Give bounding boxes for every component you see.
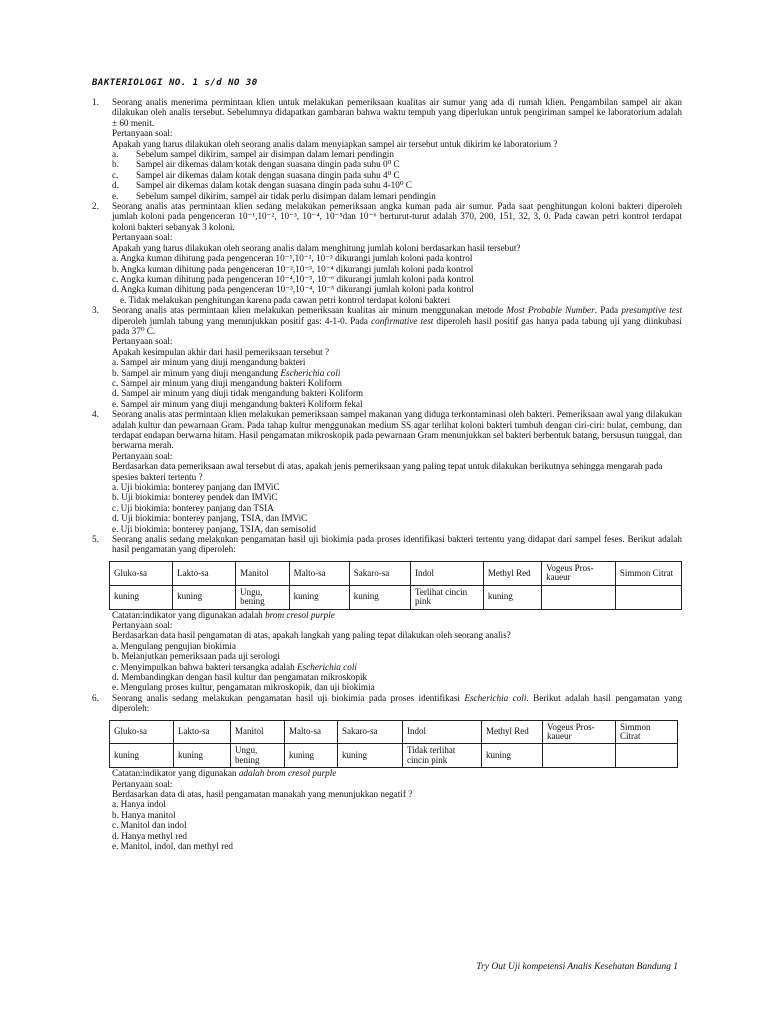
option-e: e. Mengulang proses kultur, pengamatan mikroskopik, dan uji biokimia xyxy=(112,682,375,693)
table-cell: Tidak terlihat cincin pink xyxy=(403,744,482,768)
question-intro: Seorang analis menerima permintaan klien untuk melakukan pemeriksaan kualitas air sumur yang ada di rumah klien. Pengambilan sampel air akan dilakukan oleh analis tersebut. Sebelumnya didapatkan gambaran bahwa waktu tempuh yang diperlukan untuk pengiriman sampel ke laboratorium adalah ± 60 menit. xyxy=(112,97,682,128)
option-a: a. Sebelum sampel dikirim, sampel air disimpan dalam lemari pendingin xyxy=(112,149,394,160)
table-header: Malto-sa xyxy=(285,720,338,744)
table-cell: kuning xyxy=(289,585,349,609)
question-text: Apakah kesimpulan akhir dari hasil pemeriksaan tersebut ? xyxy=(112,346,330,357)
option-e: e. Tidak melakukan penghitungan karena pada cawan petri kontrol terdapat koloni bakteri xyxy=(120,294,451,305)
option-e: e. Manitol, indol, dan methyl red xyxy=(112,841,233,852)
question-intro: Seorang analis sedang melakukan pengamatan hasil uji biokimia pada proses identifikasi Escherichia coli. Berikut adalah hasil pengamatan yang diperoleh: xyxy=(112,692,682,714)
table-cell xyxy=(543,744,616,768)
table-header: Sakaro-sa xyxy=(338,720,403,744)
table-header: Vogeus Pros-kaueur xyxy=(542,561,616,585)
table-cell: Ungu, bening xyxy=(236,585,289,609)
table-cell: kuning xyxy=(482,744,543,768)
table-header: Simmon Citrat xyxy=(615,561,681,585)
document-body xyxy=(92,97,682,851)
table-cell: kuning xyxy=(349,585,410,609)
option-b: b. Hanya manitol xyxy=(112,809,176,820)
table-header: Indol xyxy=(403,720,482,744)
option-b: b. Uji biokimia: bonterey pendek dan IMViC xyxy=(112,492,278,503)
question-5 xyxy=(92,534,682,693)
question-number: 2. xyxy=(92,201,99,212)
option-a: a. Mengulang pengujian biokimia xyxy=(112,640,237,651)
table-header: Methyl Red xyxy=(483,561,541,585)
table-header: Vogeus Pros-kaueur xyxy=(543,720,616,744)
option-c: c. Menyimpulkan bahwa bakteri tersangka adalah Escherichia coli xyxy=(112,661,357,672)
option-b: b. Angka kuman dihitung pada pengenceran 10⁻²,10⁻³, 10⁻⁴ dikurangi jumlah koloni pada kontrol xyxy=(112,263,474,274)
option-a: a. Angka kuman dihitung pada pengenceran 10⁻¹,10⁻², 10⁻³ dikurangi jumlah koloni pada kontrol xyxy=(112,253,473,264)
result-table xyxy=(109,720,678,769)
table-header: Malto-sa xyxy=(289,561,349,585)
option-e: e. Sampel air minum yang diuji mengandung bakteri Koliform fekal xyxy=(112,398,363,409)
table-cell: kuning xyxy=(110,585,173,609)
table-note: Catatan:indikator yang digunakan adalah brom cresol purple xyxy=(112,768,337,779)
table-cell: kuning xyxy=(338,744,403,768)
table-header: Manitol xyxy=(236,561,289,585)
question-intro: Seorang analis sedang melakukan pengamatan hasil uji biokimia pada proses identifikasi bakteri tertentu yang didapat dari sampel feses. Berikut adalah hasil pengamatan yang diperoleh: xyxy=(112,534,682,555)
table-cell xyxy=(616,744,678,768)
question-text: Apakah yang harus dilakukan oleh seorang analis dalam menyiapkan sampel air tersebut untuk dikirim ke laboratorium ? xyxy=(112,138,558,149)
table-header: Lakto-sa xyxy=(174,720,231,744)
table-header: Simmon Citrat xyxy=(616,720,678,744)
question-2 xyxy=(92,201,682,305)
question-3 xyxy=(92,305,682,409)
table-header: Lakto-sa xyxy=(173,561,236,585)
option-b: b. Sampel air minum yang diuji mengandung Escherichia coli xyxy=(112,367,341,378)
option-c: c. Uji biokimia: bonterey panjang dan TSIA xyxy=(112,502,274,513)
table-cell: Ungu, bening xyxy=(231,744,285,768)
option-a: a. Sampel air minum yang diuji mengandung bakteri xyxy=(112,357,306,368)
table-cell: kuning xyxy=(174,744,231,768)
page-footer: Try Out Uji kompetensi Analis Kesehatan Bandung 1 xyxy=(476,962,678,972)
option-e: e. Uji biokimia: bonterey panjang, TSIA, dan semisolid xyxy=(112,523,316,534)
question-number: 1. xyxy=(92,97,99,107)
question-4 xyxy=(92,409,682,534)
table-cell: Terlihat cincin pink xyxy=(411,585,484,609)
table-cell: kuning xyxy=(173,585,236,609)
question-text: Berdasarkan data di atas, hasil pengamatan manakah yang menunjukkan negatif ? xyxy=(112,789,413,799)
option-e: e. Sebelum sampel dikirim, sampel air tidak perlu disimpan dalam lemari pendingin xyxy=(112,190,436,201)
option-a: a. Uji biokimia: bonterey panjang dan IMViC xyxy=(112,482,280,493)
option-c: c. Sampel air minum yang diuji mengandung bakteri Koliform xyxy=(112,377,342,388)
question-label: Pertanyaan soal: xyxy=(112,232,173,243)
question-number: 3. xyxy=(92,305,99,316)
option-d: d. Sampel air minum yang diuji tidak mengandung bakteri Koliform xyxy=(112,388,364,399)
question-label: Pertanyaan soal: xyxy=(112,336,173,347)
table-note: Catatan:indikator yang digunakan adalah brom cresol purple xyxy=(112,609,335,620)
question-label: Pertanyaan soal: xyxy=(112,778,173,789)
option-c: c. Sampel air dikemas dalam kotak dengan suasana dingin pada suhu 4⁰ C xyxy=(112,169,400,180)
document-title: BAKTERIOLOGI NO. 1 s/d NO 30 xyxy=(92,78,258,88)
question-number: 6. xyxy=(92,692,99,703)
option-b: b. Sampel air dikemas dalam kotak dengan suasana dingin pada suhu 0⁰ C xyxy=(112,159,400,170)
table-header: Gluko-sa xyxy=(110,561,173,585)
question-intro: Seorang analis atas permintaan klien melakukan pemeriksaan kualitas air minum menggunakan metode Most Probable Number. Pada presumptive test diperoleh jumlah tabung yang menunjukkan positif gas: 4-1-0. Pada confirmative test diperoleh hasil positif gas hanya pada tabung uji yang diinkubasi pada 37⁰ C. xyxy=(112,305,682,336)
question-6 xyxy=(92,693,682,852)
question-text: Berdasarkan data hasil pengamatan di atas, apakah langkah yang paling tepat dilakukan oleh seorang analis? xyxy=(112,630,511,641)
option-c: c. Angka kuman dihitung pada pengenceran 10⁻⁴,10⁻⁵, 10⁻⁶ dikurangi jumlah koloni pada kontrol xyxy=(112,273,474,284)
question-text: Berdasarkan data pemeriksaan awal tersebut di atas, apakah jenis pemeriksaan yang paling tepat untuk dilakukan berikutnya sehingga mengarah pada spesies bakteri tertentu ? xyxy=(112,461,663,482)
table-header: Indol xyxy=(411,561,484,585)
question-intro: Seorang analis atas permintaan klien melakukan pemeriksaan sampel makanan yang diduga terkontaminasi oleh bakteri. Pemeriksaan awal yang dilakukan adalah kultur dan pewarnaan Gram. Pada tahap kultur menggunakan medium SS agar terlihat koloni bakteri tumbuh dengan ciri-ciri: bulat, cembung, dan terdapat endapan berwarna hitam. Hasil pengamatan mikroskopik pada pewarnaan Gram menunjukkan sel bakteri berbentuk batang, bersusun tunggal, dan berwarna merah. xyxy=(112,409,682,451)
option-d: d. Hanya methyl red xyxy=(112,830,188,841)
option-a: a. Hanya indol xyxy=(112,799,166,810)
table-header: Gluko-sa xyxy=(110,720,174,744)
option-d: d. Sampel air dikemas dalam kotak dengan suasana dingin pada suhu 4-10⁰ C xyxy=(112,180,412,191)
question-label: Pertanyaan soal: xyxy=(112,128,173,139)
option-d: d. Angka kuman dihitung pada pengenceran 10⁻³,10⁻⁴, 10⁻⁵ dikurangi jumlah koloni pada kontrol xyxy=(112,284,474,295)
result-table xyxy=(109,561,682,610)
question-label: Pertanyaan soal: xyxy=(112,450,173,461)
question-intro: Seorang analis atas permintaan klien sedang melakukan pemeriksaan angka kuman pada air sumur. Pada saat penghitungan koloni bakteri diperoleh jumlah koloni pada pengenceran 10⁻¹,10⁻², 10⁻³, 10⁻⁴, 10⁻⁵dan 10⁻⁶ berturut-turut adalah 370, 200, 151, 32, 3, 0. Pada cawan petri kontrol terdapat koloni bakteri sebanyak 3 koloni. xyxy=(112,201,682,232)
question-number: 5. xyxy=(92,534,99,545)
option-d: d. Membandingkan dengan hasil kultur dan pengamatan mikroskopik xyxy=(112,671,368,682)
table-header: Methyl Red xyxy=(482,720,543,744)
question-label: Pertanyaan soal: xyxy=(112,619,173,630)
table-cell: kuning xyxy=(483,585,541,609)
question-1 xyxy=(92,97,682,201)
table-header: Sakaro-sa xyxy=(349,561,410,585)
question-text: Apakah yang harus dilakukan oleh seorang analis dalam menghitung jumlah koloni berdasarkan hasil tersebut? xyxy=(112,242,521,253)
table-cell xyxy=(615,585,681,609)
table-cell: kuning xyxy=(285,744,338,768)
table-cell: kuning xyxy=(110,744,174,768)
table-cell xyxy=(542,585,616,609)
option-d: d. Uji biokimia: bonterey panjang, TSIA, dan IMViC xyxy=(112,513,308,524)
option-c: c. Manitol dan indol xyxy=(112,820,187,831)
question-number: 4. xyxy=(92,409,99,420)
option-b: b. Melanjutkan pemeriksaan pada uji serologi xyxy=(112,651,280,662)
table-header: Manitol xyxy=(231,720,285,744)
